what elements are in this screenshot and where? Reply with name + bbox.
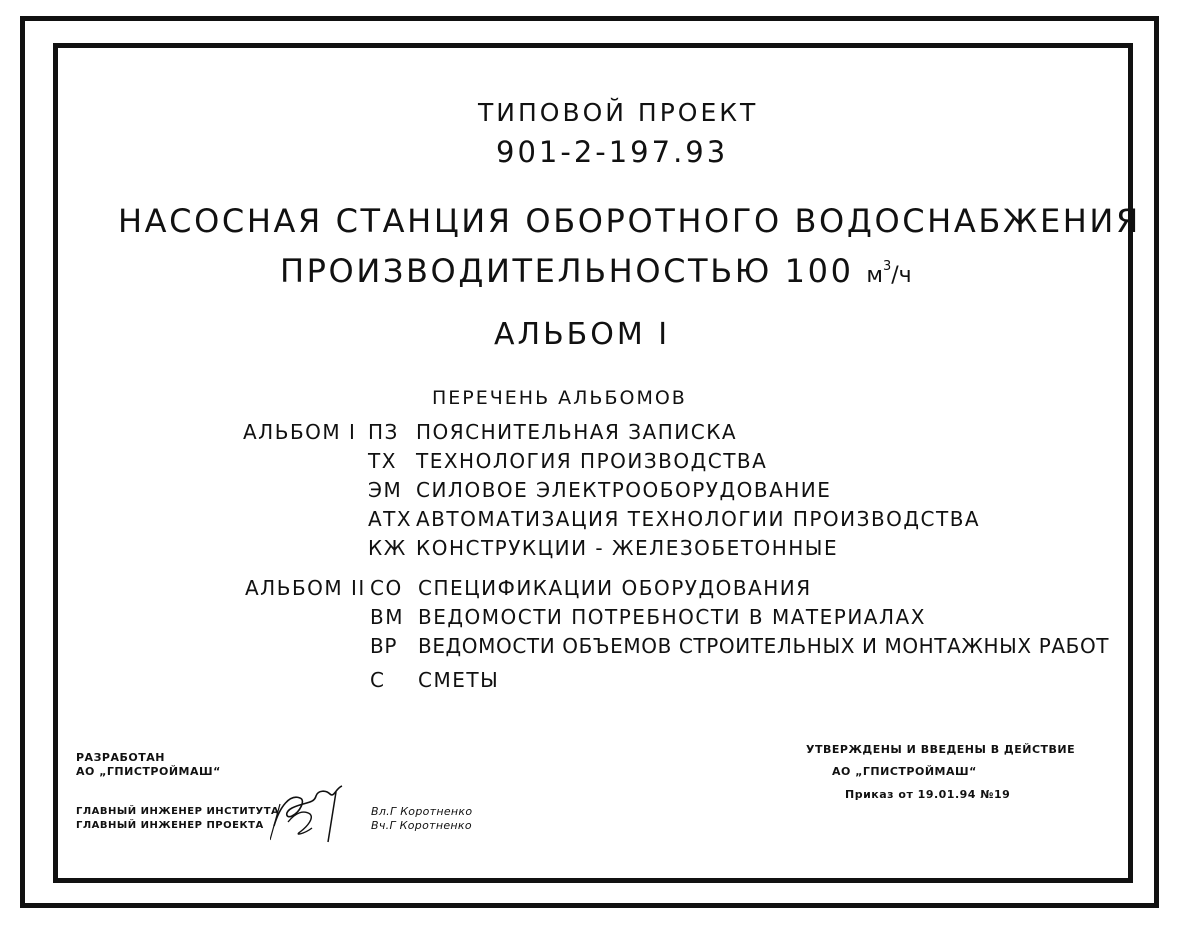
signatory-name-2: Вч.Г Коротненко	[371, 819, 472, 832]
album-1-item	[368, 538, 838, 558]
album-2-label: АЛЬБОМ II	[245, 576, 366, 600]
developed-by-line-2: АО „ГПИСТРОЙМАШ“	[76, 765, 221, 778]
item-code: ТХ	[368, 449, 397, 473]
title-unit-sup: 3	[882, 259, 892, 274]
role-chief-engineer-institute: ГЛАВНЫЙ ИНЖЕНЕР ИНСТИТУТА	[76, 806, 280, 817]
item-text: ВЕДОМОСТИ ПОТРЕБНОСТИ В МАТЕРИАЛАХ	[418, 605, 926, 629]
item-code: КЖ	[368, 536, 407, 560]
album-1-item	[368, 451, 767, 471]
title-line-2-text: ПРОИЗВОДИТЕЛЬНОСТЬЮ 100	[280, 252, 854, 290]
album-1-item	[368, 509, 980, 529]
item-text: КОНСТРУКЦИИ - ЖЕЛЕЗОБЕТОННЫЕ	[416, 536, 839, 560]
title-unit-tail: /ч	[891, 263, 912, 288]
signature-image	[270, 782, 350, 844]
album-label: АЛЬБОМ I	[494, 317, 671, 352]
item-text: ПОЯСНИТЕЛЬНАЯ ЗАПИСКА	[416, 420, 738, 444]
item-code: ВР	[370, 634, 397, 658]
album-2-item	[370, 636, 1109, 656]
approval-line-1: УТВЕРЖДЕНЫ И ВВЕДЕНЫ В ДЕЙСТВИЕ	[806, 743, 1076, 756]
project-type: ТИПОВОЙ ПРОЕКТ	[478, 98, 759, 127]
title-unit-base: м	[866, 263, 883, 288]
album-2-item	[370, 578, 812, 598]
item-text: ВЕДОМОСТИ ОБЪЕМОВ СТРОИТЕЛЬНЫХ И МОНТАЖНЫХ РАБОТ	[418, 634, 1110, 658]
item-code: ВМ	[370, 605, 404, 629]
title-line-1: НАСОСНАЯ СТАНЦИЯ ОБОРОТНОГО ВОДОСНАБЖЕНИЯ	[118, 202, 1141, 240]
album-1-item	[368, 480, 831, 500]
item-text: ТЕХНОЛОГИЯ ПРОИЗВОДСТВА	[416, 449, 768, 473]
item-code: ПЗ	[368, 420, 399, 444]
developed-by-line-1: РАЗРАБОТАН	[76, 751, 165, 764]
item-text: АВТОМАТИЗАЦИЯ ТЕХНОЛОГИИ ПРОИЗВОДСТВА	[416, 507, 981, 531]
approval-order: Приказ от 19.01.94 №19	[845, 788, 1011, 801]
item-code: СО	[370, 576, 403, 600]
item-code: ЭМ	[368, 478, 403, 502]
approval-line-2: АО „ГПИСТРОЙМАШ“	[832, 765, 977, 778]
role-chief-engineer-project: ГЛАВНЫЙ ИНЖЕНЕР ПРОЕКТА	[76, 820, 264, 831]
item-text: СИЛОВОЕ ЭЛЕКТРООБОРУДОВАНИЕ	[416, 478, 832, 502]
album-1-label: АЛЬБОМ I	[243, 420, 357, 444]
album-list-heading: ПЕРЕЧЕНЬ АЛЬБОМОВ	[432, 387, 687, 409]
album-2-item	[370, 670, 499, 690]
item-code: С	[370, 668, 386, 692]
item-text: СПЕЦИФИКАЦИИ ОБОРУДОВАНИЯ	[418, 576, 812, 600]
album-2-item	[370, 607, 926, 627]
signatory-name-1: Вл.Г Коротненко	[371, 805, 473, 818]
item-code: АТХ	[368, 507, 413, 531]
album-1-item	[368, 422, 737, 442]
title-line-2	[280, 252, 912, 290]
project-number: 901-2-197.93	[496, 135, 729, 169]
item-text: СМЕТЫ	[418, 668, 500, 692]
